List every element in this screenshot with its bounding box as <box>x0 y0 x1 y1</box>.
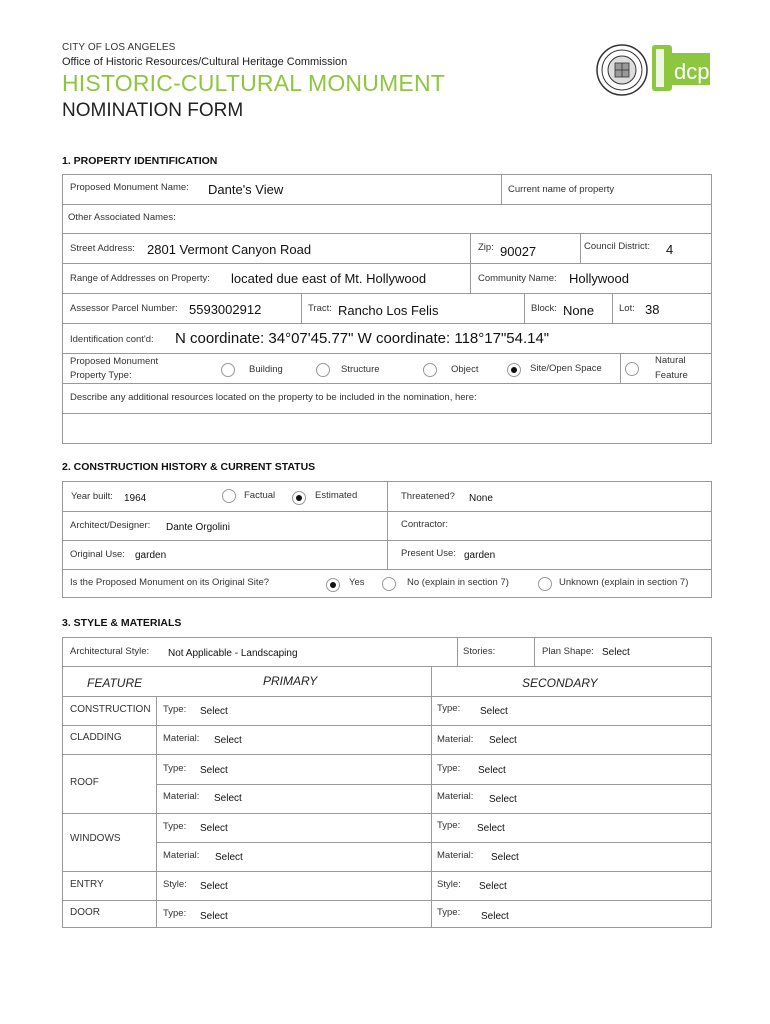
council-label: Council District: <box>584 241 650 252</box>
tract-label: Tract: <box>308 303 332 314</box>
block-label: Block: <box>531 303 557 314</box>
section2-heading: 2. CONSTRUCTION HISTORY & CURRENT STATUS <box>62 461 316 473</box>
feature-roof: ROOF <box>70 777 99 788</box>
feature-entry: ENTRY <box>70 879 104 890</box>
type-label-2: Property Type: <box>70 370 132 381</box>
radio-estimated[interactable] <box>292 491 306 505</box>
tract-field[interactable]: Rancho Los Felis <box>338 303 439 318</box>
construction-secondary-label: Type: <box>437 703 461 714</box>
arch-style-label: Architectural Style: <box>70 646 150 657</box>
range-field[interactable]: located due east of Mt. Hollywood <box>231 271 427 286</box>
proposed-name-label: Proposed Monument Name: <box>70 182 189 193</box>
dcp-logo-text: dcp <box>674 59 710 84</box>
proposed-name-field[interactable]: Dante's View <box>208 182 284 197</box>
block-field[interactable]: None <box>563 303 595 318</box>
windows-secondary-label: Type: <box>437 820 461 831</box>
feature-construction: CONSTRUCTION <box>70 704 151 715</box>
stories-label: Stories: <box>463 646 496 657</box>
city-label: CITY OF LOS ANGELES <box>62 42 176 53</box>
door-primary-label: Type: <box>163 908 187 919</box>
orig-site-label: Is the Proposed Monument on its Original Site? <box>70 577 270 588</box>
city-seal-icon <box>596 44 648 96</box>
unknown-label: Unknown (explain in section 7) <box>559 577 689 588</box>
object-label: Object <box>451 364 479 375</box>
radio-natural-feature[interactable] <box>625 362 639 376</box>
orig-use-field[interactable]: garden <box>135 550 167 561</box>
entry-primary-label: Style: <box>163 879 187 890</box>
windows-primary-select[interactable]: Select <box>200 823 228 834</box>
apn-label: Assessor Parcel Number: <box>70 303 178 314</box>
form-subtitle: NOMINATION FORM <box>62 100 244 121</box>
section3-heading: 3. STYLE & MATERIALS <box>62 617 182 629</box>
primary-header: PRIMARY <box>263 674 318 688</box>
present-use-field[interactable]: garden <box>464 550 496 561</box>
architect-label: Architect/Designer: <box>70 520 151 531</box>
threatened-label: Threatened? <box>401 491 455 502</box>
windows-primary-material-label: Material: <box>163 850 200 861</box>
ident-label: Identification cont'd: <box>70 334 154 345</box>
describe-label: Describe any additional resources located on the property to be included in the nomination, here: <box>70 392 477 403</box>
roof-secondary-material-select[interactable]: Select <box>489 794 517 805</box>
office-label: Office of Historic Resources/Cultural Heritage Commission <box>62 56 348 68</box>
form-title: HISTORIC-CULTURAL MONUMENT <box>62 70 446 96</box>
cladding-secondary-select[interactable]: Select <box>489 735 517 746</box>
zip-label: Zip: <box>478 242 494 253</box>
apn-field[interactable]: 5593002912 <box>189 302 262 317</box>
radio-site-open-space[interactable] <box>507 363 521 377</box>
windows-primary-label: Type: <box>163 821 187 832</box>
feature-header: FEATURE <box>87 676 143 690</box>
entry-secondary-select[interactable]: Select <box>479 881 507 892</box>
roof-primary-label: Type: <box>163 763 187 774</box>
contractor-field[interactable] <box>462 515 702 535</box>
feature-door: DOOR <box>70 907 100 918</box>
other-names-label: Other Associated Names: <box>68 212 176 223</box>
roof-primary-material-label: Material: <box>163 791 200 802</box>
lot-field[interactable]: 38 <box>645 302 660 317</box>
entry-primary-select[interactable]: Select <box>200 881 228 892</box>
cladding-primary-label: Material: <box>163 733 200 744</box>
plan-label: Plan Shape: <box>542 646 594 657</box>
site-open-space-label: Site/Open Space <box>530 363 602 374</box>
yes-label: Yes <box>349 577 365 588</box>
community-field[interactable]: Hollywood <box>569 271 629 286</box>
type-label-1: Proposed Monument <box>70 356 159 367</box>
door-secondary-label: Type: <box>437 907 461 918</box>
windows-secondary-material-label: Material: <box>437 850 474 861</box>
construction-primary-label: Type: <box>163 704 187 715</box>
structure-label: Structure <box>341 364 380 375</box>
secondary-header: SECONDARY <box>522 676 598 690</box>
contractor-label: Contractor: <box>401 519 448 530</box>
lot-label: Lot: <box>619 303 635 314</box>
describe-field[interactable] <box>66 416 708 440</box>
orig-use-label: Original Use: <box>70 549 125 560</box>
cladding-secondary-label: Material: <box>437 734 474 745</box>
entry-secondary-label: Style: <box>437 879 461 890</box>
threatened-field[interactable]: None <box>469 493 493 504</box>
section1-heading: 1. PROPERTY IDENTIFICATION <box>62 155 218 167</box>
feature-windows: WINDOWS <box>70 833 121 844</box>
year-label: Year built: <box>71 491 113 502</box>
current-name-label: Current name of property <box>508 184 615 195</box>
architect-field[interactable]: Dante Orgolini <box>166 522 230 533</box>
street-label: Street Address: <box>70 243 135 254</box>
windows-primary-material-select[interactable]: Select <box>215 852 243 863</box>
windows-secondary-select[interactable]: Select <box>477 823 505 834</box>
roof-primary-material-select[interactable]: Select <box>214 793 242 804</box>
construction-primary-select[interactable]: Select <box>200 706 228 717</box>
present-use-label: Present Use: <box>401 548 456 559</box>
other-names-field[interactable] <box>190 208 700 228</box>
radio-no[interactable] <box>382 577 396 591</box>
roof-secondary-select[interactable]: Select <box>478 765 506 776</box>
roof-primary-select[interactable]: Select <box>200 765 228 776</box>
building-label: Building <box>249 364 283 375</box>
radio-object[interactable] <box>423 363 437 377</box>
natural-label-1: Natural <box>655 355 686 366</box>
door-secondary-select[interactable]: Select <box>481 911 509 922</box>
zip-field[interactable]: 90027 <box>500 244 537 259</box>
radio-building[interactable] <box>221 363 235 377</box>
plan-select[interactable]: Select <box>602 647 630 658</box>
dcp-logo <box>652 45 710 91</box>
factual-label: Factual <box>244 490 276 501</box>
community-label: Community Name: <box>478 273 557 284</box>
feature-cladding: CLADDING <box>70 732 122 743</box>
year-field[interactable]: 1964 <box>124 493 147 504</box>
radio-structure[interactable] <box>316 363 330 377</box>
windows-secondary-material-select[interactable]: Select <box>491 852 519 863</box>
no-label: No (explain in section 7) <box>407 577 509 588</box>
estimated-label: Estimated <box>315 490 358 501</box>
range-label: Range of Addresses on Property: <box>70 273 210 284</box>
cladding-primary-select[interactable]: Select <box>214 735 242 746</box>
street-field[interactable]: 2801 Vermont Canyon Road <box>147 242 312 257</box>
roof-secondary-material-label: Material: <box>437 791 474 802</box>
radio-unknown[interactable] <box>538 577 552 591</box>
radio-yes[interactable] <box>326 578 340 592</box>
arch-style-field[interactable]: Not Applicable - Landscaping <box>168 648 298 659</box>
ident-field[interactable]: N coordinate: 34°07'45.77" W coordinate: 118°17"54.14" <box>175 330 550 347</box>
construction-secondary-select[interactable]: Select <box>480 706 508 717</box>
style-materials-box <box>62 637 712 928</box>
door-primary-select[interactable]: Select <box>200 911 228 922</box>
radio-factual[interactable] <box>222 489 236 503</box>
natural-label-2: Feature <box>655 370 688 381</box>
roof-secondary-label: Type: <box>437 763 461 774</box>
council-field[interactable]: 4 <box>666 242 674 257</box>
